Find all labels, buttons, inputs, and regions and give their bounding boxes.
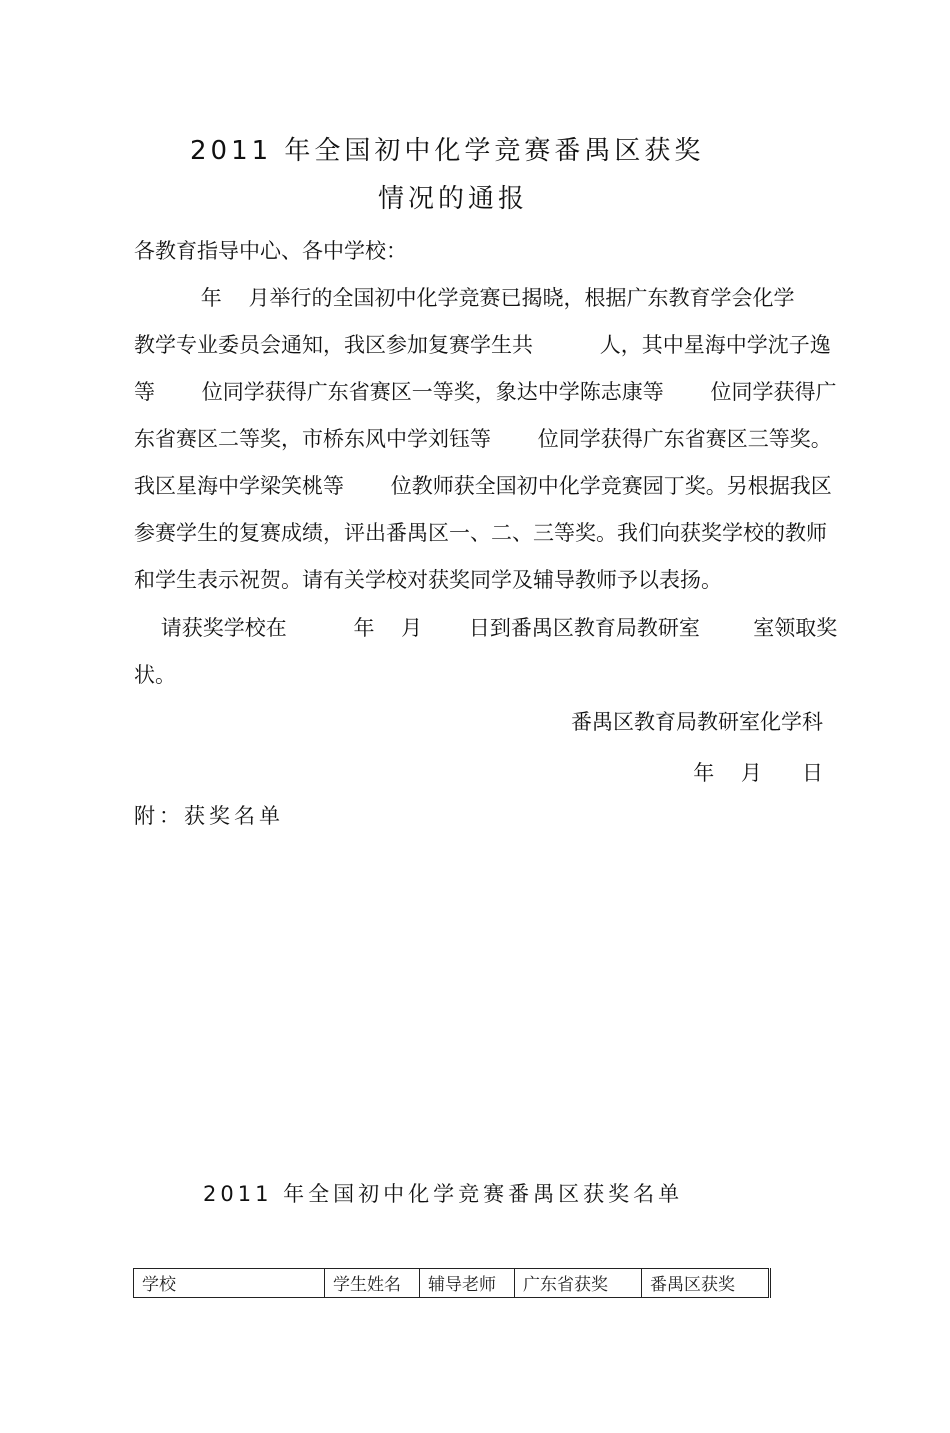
paragraph-line: 东省赛区二等奖，市桥东风中学刘钰等 位同学获得广东省赛区三等奖。 <box>134 427 832 451</box>
table-header-district-award: 番禺区获奖 <box>642 1269 770 1298</box>
paragraph-line: 年 月举行的全国初中化学竞赛已揭晓，根据广东教育学会化学 <box>134 286 795 310</box>
paragraph-line: 状。 <box>134 663 176 687</box>
date-line: 年 月 日 <box>693 761 823 785</box>
paragraph-line: 等 位同学获得广东省赛区一等奖，象达中学陈志康等 位同学获得广 <box>134 380 837 404</box>
document-title-line-1: 2011 年全国初中化学竞赛番禺区获奖 <box>190 136 705 166</box>
table-header-student: 学生姓名 <box>325 1269 420 1298</box>
table-header-teacher: 辅导老师 <box>420 1269 515 1298</box>
award-list-title: 2011 年全国初中化学竞赛番禺区获奖名单 <box>203 1182 684 1206</box>
attachment-label: 附：获奖名单 <box>134 804 284 828</box>
paragraph-line: 参赛学生的复赛成绩，评出番禺区一、二、三等奖。我们向获奖学校的教师 <box>134 521 827 545</box>
table-header-province-award: 广东省获奖 <box>515 1269 642 1298</box>
paragraph-line: 我区星海中学梁笑桃等 位教师获全国初中化学竞赛园丁奖。另根据我区 <box>134 474 832 498</box>
award-table <box>133 1268 771 1298</box>
table-header-row <box>134 1269 770 1298</box>
table-header-school: 学校 <box>134 1269 325 1298</box>
signature: 番禺区教育局教研室化学科 <box>571 710 823 734</box>
paragraph-line: 教学专业委员会通知，我区参加复赛学生共 人，其中星海中学沈子逸 <box>134 333 831 357</box>
paragraph-line: 和学生表示祝贺。请有关学校对获奖同学及辅导教师予以表扬。 <box>134 568 722 592</box>
paragraph-line: 请获奖学校在 年 月 日到番禺区教育局教研室 室领取奖 <box>134 616 838 640</box>
document-title-line-2: 情况的通报 <box>378 184 529 214</box>
salutation: 各教育指导中心、各中学校： <box>134 239 407 263</box>
